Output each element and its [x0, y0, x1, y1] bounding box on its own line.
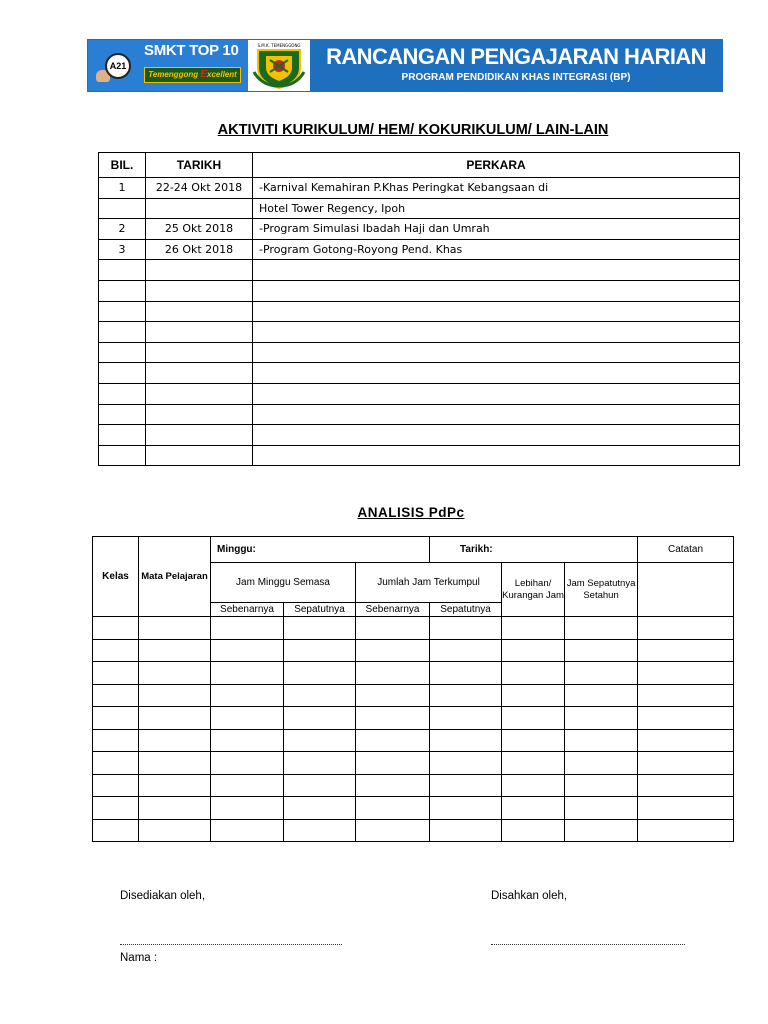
catatan-header: Catatan: [638, 537, 734, 563]
jam-minggu-semasa-header: Jam Minggu Semasa: [211, 563, 356, 603]
table-cell: [211, 819, 284, 842]
table-cell: [638, 662, 734, 685]
perkara-cell: Hotel Tower Regency, Ipoh: [253, 198, 740, 219]
activities-heading: AKTIVITI KURIKULUM/ HEM/ KOKURIKULUM/ LAIN-LAIN: [217, 122, 609, 138]
perkara-cell: [253, 342, 740, 363]
tarikh-cell: [146, 322, 253, 343]
table-cell: [284, 684, 356, 707]
table-cell: [93, 662, 139, 685]
table-cell: [502, 684, 565, 707]
bil-cell: [99, 198, 146, 219]
table-cell: [93, 729, 139, 752]
perkara-cell: [253, 260, 740, 281]
table-cell: [356, 662, 430, 685]
tarikh-cell: 25 Okt 2018: [146, 219, 253, 240]
table-row: [93, 752, 734, 775]
table-cell: [565, 819, 638, 842]
table-cell: [565, 707, 638, 730]
bil-cell: 1: [99, 178, 146, 199]
bil-cell: [99, 260, 146, 281]
table-row: [93, 617, 734, 640]
bil-cell: [99, 425, 146, 446]
table-row: [93, 662, 734, 685]
table-row: [99, 322, 740, 343]
bil-cell: [99, 280, 146, 301]
perkara-cell: [253, 445, 740, 466]
lebihan-kurangan-jam-header: Lebihan/ Kurangan Jam: [502, 563, 565, 617]
table-cell: [139, 617, 211, 640]
title-box: [310, 40, 722, 91]
activities-table: [98, 152, 740, 466]
svg-text:S.M.K. TEMENGGONG: S.M.K. TEMENGGONG: [257, 43, 301, 48]
column-header-tarikh: TARIKH: [146, 153, 253, 178]
perkara-cell: -Karnival Kemahiran P.Khas Peringkat Kebangsaan di: [253, 178, 740, 199]
table-cell: [430, 684, 502, 707]
table-cell: [502, 707, 565, 730]
table-cell: [139, 752, 211, 775]
table-row: [93, 639, 734, 662]
table-cell: [211, 617, 284, 640]
table-cell: [638, 617, 734, 640]
table-cell: [139, 707, 211, 730]
approved-by-signature-line: [491, 944, 685, 945]
tagline: Temenggong Excellent: [144, 67, 241, 83]
table-cell: [284, 729, 356, 752]
table-cell: [356, 752, 430, 775]
table-cell: [430, 819, 502, 842]
school-logo-text: SMKT TOP 10: [144, 42, 239, 59]
column-header-perkara: PERKARA: [253, 153, 740, 178]
jumlah-jam-terkumpul-header: Jumlah Jam Terkumpul: [356, 563, 502, 603]
table-cell: [139, 639, 211, 662]
bil-cell: 3: [99, 239, 146, 260]
table-cell: [211, 684, 284, 707]
perkara-cell: [253, 301, 740, 322]
table-cell: [356, 774, 430, 797]
minggu-label: Minggu:: [211, 537, 430, 563]
table-row: [99, 342, 740, 363]
perkara-cell: -Program Gotong-Royong Pend. Khas: [253, 239, 740, 260]
tarikh-label: Tarikh:: [430, 537, 638, 563]
table-cell: [93, 684, 139, 707]
table-cell: [284, 797, 356, 820]
table-cell: [502, 752, 565, 775]
table-cell: [430, 662, 502, 685]
jam-sepatutnya-setahun-header: Jam Sepatutnya Setahun: [565, 563, 638, 617]
table-cell: [93, 639, 139, 662]
analysis-heading: ANALISIS PdPc: [357, 505, 465, 520]
table-row: [93, 684, 734, 707]
tarikh-cell: [146, 404, 253, 425]
table-row: [99, 280, 740, 301]
table-cell: [430, 729, 502, 752]
table-row: [99, 239, 740, 260]
table-cell: [502, 617, 565, 640]
table-row: [93, 819, 734, 842]
table-cell: [93, 752, 139, 775]
badge-icon: A21: [105, 53, 131, 79]
table-cell: [502, 797, 565, 820]
table-cell: [284, 617, 356, 640]
table-cell: [284, 662, 356, 685]
tarikh-cell: [146, 198, 253, 219]
table-cell: [565, 639, 638, 662]
table-cell: [284, 707, 356, 730]
perkara-cell: [253, 404, 740, 425]
table-cell: [139, 797, 211, 820]
bil-cell: [99, 445, 146, 466]
table-cell: [430, 617, 502, 640]
table-cell: [356, 639, 430, 662]
table-cell: [638, 729, 734, 752]
perkara-cell: [253, 383, 740, 404]
school-crest-icon: [252, 42, 306, 89]
table-cell: [284, 774, 356, 797]
table-cell: [284, 819, 356, 842]
table-cell: [139, 819, 211, 842]
table-row: [99, 425, 740, 446]
bil-cell: [99, 404, 146, 425]
table-row: [99, 178, 740, 199]
tarikh-cell: [146, 445, 253, 466]
tarikh-cell: 26 Okt 2018: [146, 239, 253, 260]
table-row: [93, 729, 734, 752]
table-row: [93, 774, 734, 797]
table-cell: [565, 752, 638, 775]
tarikh-cell: 22-24 Okt 2018: [146, 178, 253, 199]
table-row: [99, 260, 740, 281]
tarikh-cell: [146, 363, 253, 384]
table-cell: [211, 707, 284, 730]
perkara-cell: [253, 280, 740, 301]
table-cell: [211, 662, 284, 685]
table-cell: [502, 729, 565, 752]
table-cell: [638, 639, 734, 662]
prepared-by-signature-line: [120, 944, 342, 945]
table-cell: [430, 797, 502, 820]
table-cell: [638, 752, 734, 775]
perkara-cell: -Program Simulasi Ibadah Haji dan Umrah: [253, 219, 740, 240]
mata-pelajaran-header: Mata Pelajaran: [139, 537, 211, 617]
bil-cell: [99, 383, 146, 404]
table-cell: [565, 662, 638, 685]
perkara-cell: [253, 363, 740, 384]
table-cell: [565, 774, 638, 797]
table-row: [99, 363, 740, 384]
prepared-by-label: Disediakan oleh,: [120, 890, 206, 902]
table-cell: [502, 639, 565, 662]
tarikh-cell: [146, 280, 253, 301]
bil-cell: [99, 322, 146, 343]
table-cell: [638, 774, 734, 797]
table-cell: [565, 617, 638, 640]
table-cell: [93, 797, 139, 820]
table-cell: [93, 707, 139, 730]
tarikh-cell: [146, 425, 253, 446]
table-cell: [565, 797, 638, 820]
table-cell: [93, 819, 139, 842]
bil-cell: [99, 301, 146, 322]
table-cell: [638, 707, 734, 730]
tarikh-cell: [146, 342, 253, 363]
table-row: [93, 707, 734, 730]
table-cell: [93, 774, 139, 797]
table-cell: [638, 684, 734, 707]
table-row: [99, 301, 740, 322]
table-cell: [93, 617, 139, 640]
perkara-cell: [253, 425, 740, 446]
table-cell: [284, 639, 356, 662]
table-cell: [565, 684, 638, 707]
table-row: [99, 445, 740, 466]
sepatutnya-header: Sepatutnya: [284, 603, 356, 617]
table-cell: [211, 752, 284, 775]
name-label: Nama :: [120, 952, 158, 964]
table-cell: [638, 819, 734, 842]
table-cell: [638, 797, 734, 820]
table-cell: [356, 797, 430, 820]
table-cell: [430, 639, 502, 662]
table-row: [99, 198, 740, 219]
sebenarnya-header: Sebenarnya: [211, 603, 284, 617]
table-cell: [502, 774, 565, 797]
table-cell: [139, 684, 211, 707]
table-row: [93, 797, 734, 820]
sepatutnya-header: Sepatutnya: [430, 603, 502, 617]
table-cell: [356, 684, 430, 707]
table-cell: [211, 774, 284, 797]
table-cell: [139, 662, 211, 685]
table-cell: [284, 752, 356, 775]
table-cell: [430, 752, 502, 775]
table-cell: [356, 617, 430, 640]
table-cell: [502, 819, 565, 842]
column-header-bil: BIL.: [99, 153, 146, 178]
table-cell: [430, 707, 502, 730]
table-row: [99, 219, 740, 240]
tarikh-cell: [146, 383, 253, 404]
tarikh-cell: [146, 301, 253, 322]
school-logo: [88, 40, 248, 91]
table-cell: [211, 797, 284, 820]
bil-cell: 2: [99, 219, 146, 240]
tarikh-cell: [146, 260, 253, 281]
table-cell: [502, 662, 565, 685]
table-cell: [565, 729, 638, 752]
page-title: RANCANGAN PENGAJARAN HARIAN: [326, 44, 706, 69]
table-cell: [139, 729, 211, 752]
header-banner: [87, 39, 723, 92]
perkara-cell: [253, 322, 740, 343]
bil-cell: [99, 342, 146, 363]
page-subtitle: PROGRAM PENDIDIKAN KHAS INTEGRASI (BP): [401, 72, 631, 83]
table-row: [99, 404, 740, 425]
approved-by-label: Disahkan oleh,: [491, 890, 568, 902]
table-cell: [211, 729, 284, 752]
table-cell: [356, 729, 430, 752]
catatan-cell: [638, 563, 734, 617]
table-cell: [139, 774, 211, 797]
table-cell: [430, 774, 502, 797]
analysis-table: [92, 536, 734, 842]
table-cell: [356, 819, 430, 842]
bil-cell: [99, 363, 146, 384]
kelas-header: Kelas: [93, 537, 139, 617]
sebenarnya-header: Sebenarnya: [356, 603, 430, 617]
table-cell: [356, 707, 430, 730]
table-cell: [211, 639, 284, 662]
activities-header-row: [99, 153, 740, 178]
table-row: [99, 383, 740, 404]
